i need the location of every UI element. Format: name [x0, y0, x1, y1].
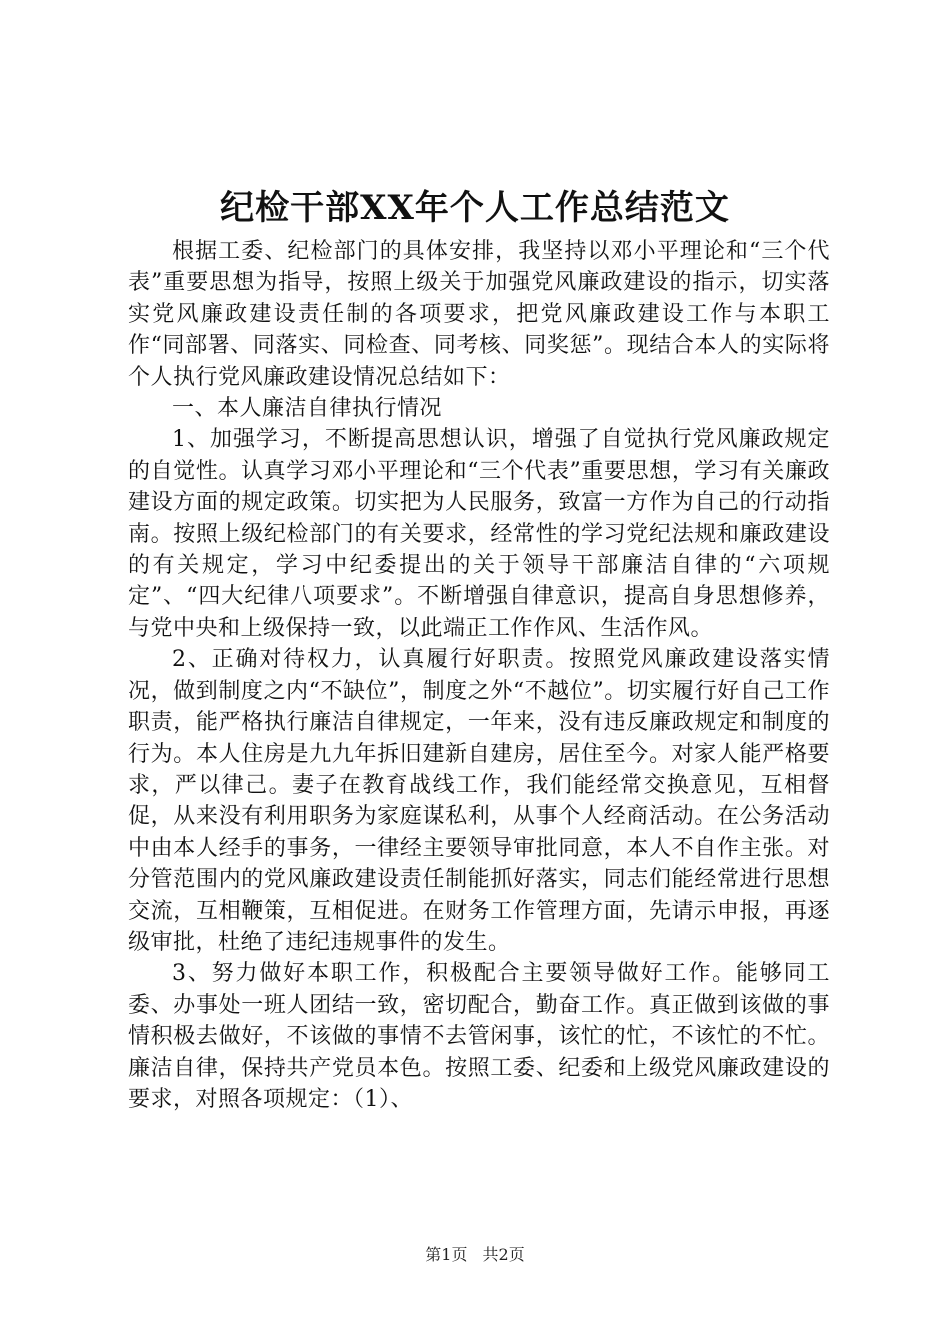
- paragraph-study: 1、加强学习，不断提高思想认识，增强了自觉执行党风廉政规定的自觉性。认真学习邓小平理论和“三个代表”重要思想，学习有关廉政建设方面的规定政策。切实把为人民服务，致富一方作为自己的行动指南。按照上级纪检部门的有关要求，经常性的学习党纪法规和廉政建设的有关规定，学习中纪委提出的关于领导干部廉洁自律的“六项规定”、“四大纪律八项要求”。不断增强自律意识，提高自身思想修养，与党中央和上级保持一致，以此端正工作作风、生活作风。: [128, 427, 830, 641]
- page-footer: [0, 1244, 950, 1266]
- document-title: 纪检干部XX年个人工作总结范文: [220, 188, 730, 228]
- page-total: 共2页: [482, 1245, 525, 1264]
- document-body: [128, 236, 830, 1115]
- section-heading: 一、本人廉洁自律执行情况: [172, 396, 443, 422]
- paragraph-power: 2、正确对待权力，认真履行好职责。按照党风廉政建设落实情况，做到制度之内“不缺位”，制度之外“不越位”。切实履行好自己工作职责，能严格执行廉洁自律规定，一年来，没有违反廉政规定和制度的行为。本人住房是九九年拆旧建新自建房，居住至今。对家人能严格要求，严以律己。妻子在教育战线工作，我们能经常交换意见，互相督促，从来没有利用职务为家庭谋私利，从事个人经商活动。在公务活动中由本人经手的事务，一律经主要领导审批同意，本人不自作主张。对分管范围内的党风廉政建设责任制能抓好落实，同志们能经常进行思想交流，互相鞭策，互相促进。在财务工作管理方面，先请示申报，再逐级审批，杜绝了违纪违规事件的发生。: [128, 647, 830, 955]
- paragraph-duty: 3、努力做好本职工作，积极配合主要领导做好工作。能够同工委、办事处一班人团结一致，密切配合，勤奋工作。真正做到该做的事情积极去做好，不该做的事情不去管闲事，该忙的忙，不该忙的不忙。廉洁自律，保持共产党员本色。按照工委、纪委和上级党风廉政建设的要求，对照各项规定：（1）、: [128, 961, 830, 1112]
- intro-paragraph: 根据工委、纪检部门的具体安排，我坚持以邓小平理论和“三个代表”重要思想为指导，按照上级关于加强党风廉政建设的指示，切实落实党风廉政建设责任制的各项要求，把党风廉政建设工作与本职工作“同部署、同落实、同检查、同考核、同奖惩”。现结合本人的实际将个人执行党风廉政建设情况总结如下：: [128, 239, 830, 390]
- page-number: 第1页: [425, 1245, 468, 1264]
